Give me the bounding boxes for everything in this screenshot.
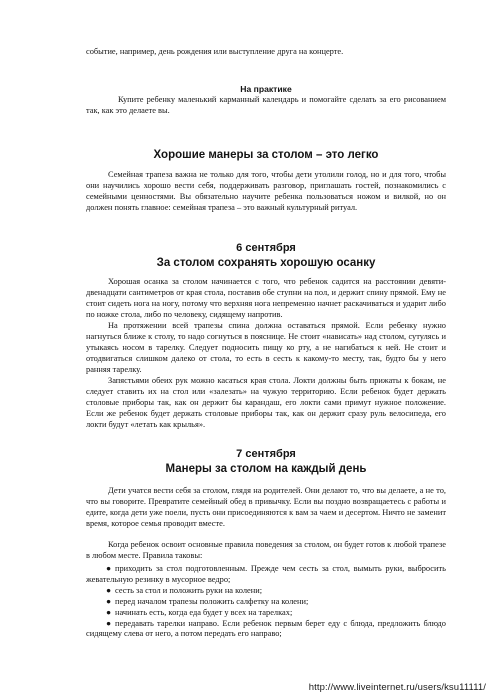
list-item: ● приходить за стол подготовленным. Прежде чем сесть за стол, вымыть руки, выбросить жевательную резинку в мусорное ведро; (86, 564, 446, 584)
list-item: ● передавать тарелки направо. Если ребенок первым берет еду с блюда, предложить блюдо сидящему слева от него, а потом передать его направо; (86, 618, 446, 639)
watermark-link[interactable]: http://www.liveinternet.ru/users/ksu11111/ (308, 682, 486, 693)
bullet-dot-icon: ● (106, 607, 112, 617)
section3-paragraph-2: Когда ребенок освоит основные правила поведения за столом, он будет готов к любой трапезе в любом месте. Правила таковы: (86, 540, 446, 560)
practice-box (86, 84, 446, 117)
section2-title: За столом сохранять хорошую осанку (156, 257, 376, 269)
section3-paragraph-1: Дети учатся вести себя за столом, глядя на родителей. Они делают то, что вы делаете, а не то, что вы говорите. Превратите семейный обед в привычку. Если вы поздно возвращаетесь с работы и едите, когда дети уже поели, пусть они присоединяются к вам за чаем и десертом. Ничто не заменит время, которое семья проводит вместе. (86, 486, 446, 528)
section-title-good-manners: Хорошие манеры за столом – это легко (153, 149, 379, 161)
rules-list (86, 564, 446, 640)
section2-paragraph-1: Хорошая осанка за столом начинается с того, что ребенок садится на расстоянии девяти-двенадцати сантиметров от края стола, поставив обе ступни на пол, и держит спину прямой. Ему не стоит сидеть нога на ногу, потому что верхняя нога непременно начнет раскачиваться и ударит либо по ножке стола, либо по человеку, сидящему напротив. (86, 277, 446, 319)
section3-title: Манеры за столом на каждый день (165, 463, 367, 475)
bullet-dot-icon: ● (106, 596, 112, 606)
section1-paragraph: Семейная трапеза важна не только для того, чтобы дети утолили голод, но и для того, чтобы они научились хорошо вести себя, поддерживать разговор, приглашать гостей, познакомились с семейными ценностями. Вы обязательно научите ребенка пользоваться ножом и вилкой, но он должен понять главное: семейная трапеза – это важный культурный ритуал. (86, 170, 446, 212)
section2-date: 6 сентября (236, 242, 296, 254)
section2-paragraph-2: На протяжении всей трапезы спина должна оставаться прямой. Если ребенку нужно нагнуться ближе к столу, то надо согнуться в пояснице. Не стоит «нависать» над столом, сутулясь и утыкаясь носом в тарелку. Следует подносить пищу ко рту, а не нагибаться к ней. Не стоит и отодвигаться слишком далеко от стола, то есть в сесть к какому-то месту, так, будто бы у него ранняя тарелку. (86, 321, 446, 374)
top-text-fragment: событие, например, день рождения или выступление друга на концерте. (86, 47, 344, 56)
practice-title: На практике (240, 84, 292, 94)
bullet-dot-icon: ● (106, 618, 112, 628)
section3-date: 7 сентября (236, 448, 296, 460)
bullet-dot-icon: ● (106, 585, 112, 595)
list-item: ● начинать есть, когда еда будет у всех на тарелках; (106, 607, 293, 617)
practice-text: Купите ребенку маленький карманный календарь и помогайте сделать за его рисованием так, как это делаете вы. (86, 95, 446, 115)
bullet-dot-icon: ● (106, 564, 112, 573)
list-item: ● перед началом трапезы положить салфетку на колени; (106, 596, 309, 606)
list-item: ● сесть за стол и положить руки на колени; (106, 585, 263, 595)
section2-paragraph-3: Запястьями обеих рук можно касаться края стола. Локти должны быть прижаты к бокам, не следует ставить их на стол или «залезать» на чужую территорию. Если ребенок будет держать столовые приборы так, как он держит бы карандаш, его локти сами примут нужное положение. Если же ребенок будет держать столовые приборы так, как он держит сразу руль велосипеда, его локти будут «летать как крылья». (86, 376, 446, 429)
